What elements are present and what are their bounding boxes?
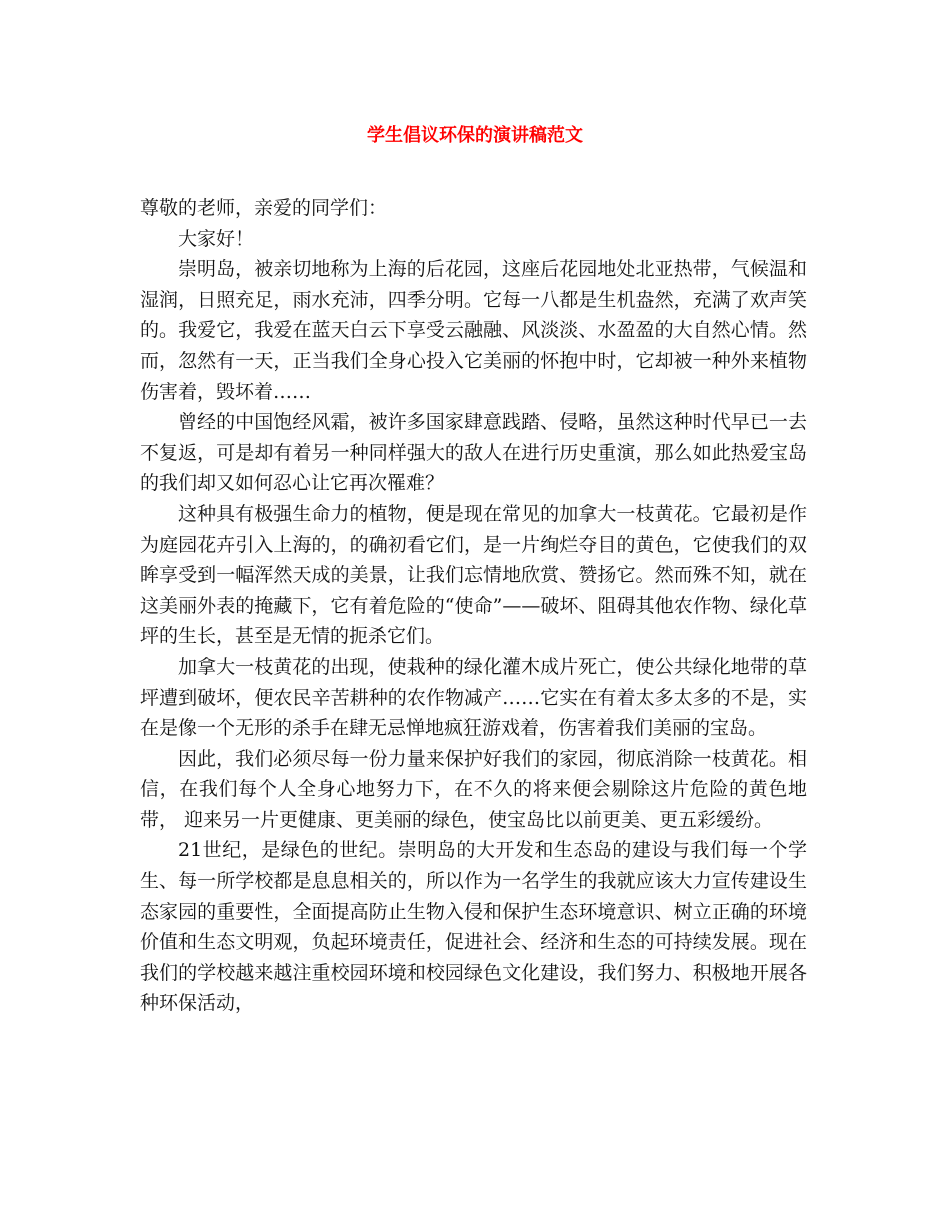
greeting: 大家好！ bbox=[178, 227, 255, 250]
paragraph: 加拿大一枝黄花的出现，使栽种的绿化灌木成片死亡，使公共绿化地带的草坪遭到破坏，便农民辛苦耕种的农作物减产……它实在有着太多太多的不是，实在是像一个无形的杀手在肆无忌惮地疯狂游戏着，伤害着我们美丽的宝岛。 bbox=[140, 655, 807, 740]
paragraph: 这种具有极强生命力的植物，便是现在常见的加拿大一枝黄花。它最初是作为庭园花卉引入上海的，的确初看它们，是一片绚烂夺目的黄色，它使我们的双眸享受到一幅浑然天成的美景，让我们忘情地欣赏、赞扬它。然而殊不知，就在这美丽外表的掩藏下，它有着危险的“使命”——破坏、阻碍其他农作物、绿化草坪的生长，甚至是无情的扼杀它们。 bbox=[140, 502, 807, 648]
salutation: 尊敬的老师，亲爱的同学们： bbox=[140, 197, 388, 219]
paragraph: 曾经的中国饱经风霜，被许多国家肆意践踏、侵略，虽然这种时代早已一去不复返，可是却有着另一种同样强大的敌人在进行历史重演，那么如此热爱宝岛的我们却又如何忍心让它再次罹难？ bbox=[140, 411, 807, 495]
document-title: 学生倡议环保的演讲稿范文 bbox=[367, 125, 583, 146]
paragraph: 崇明岛，被亲切地称为上海的后花园，这座后花园地处北亚热带，气候温和湿润，日照充足，雨水充沛，四季分明。它每一八都是生机盎然，充满了欢声笑的。我爱它，我爱在蓝天白云下享受云融融、风淡淡、水盈盈的大自然心情。然而，忽然有一天，正当我们全身心投入它美丽的怀抱中时，它却被一种外来植物伤害着，毁坏着…… bbox=[140, 258, 807, 403]
paragraph: 21世纪，是绿色的世纪。崇明岛的大开发和生态岛的建设与我们每一个学生、每一所学校都是息息相关的，所以作为一名学生的我就应该大力宣传建设生态家园的重要性，全面提高防止生物入侵和保护生态环境意识、树立正确的环境价值和生态文明观，负起环境责任，促进社会、经济和生态的可持续发展。现在我们的学校越来越注重校园环境和校园绿色文化建设，我们努力、积极地开展各种环保活动， bbox=[140, 839, 807, 1015]
document-body bbox=[140, 193, 807, 1019]
paragraph: 因此，我们必须尽每一份力量来保护好我们的家园，彻底消除一枝黄花。相信，在我们每个人全身心地努力下，在不久的将来便会剔除这片危险的黄色地带， 迎来另一片更健康、更美丽的绿色，使宝岛比以前更美、更五彩缓纷。 bbox=[140, 747, 807, 831]
